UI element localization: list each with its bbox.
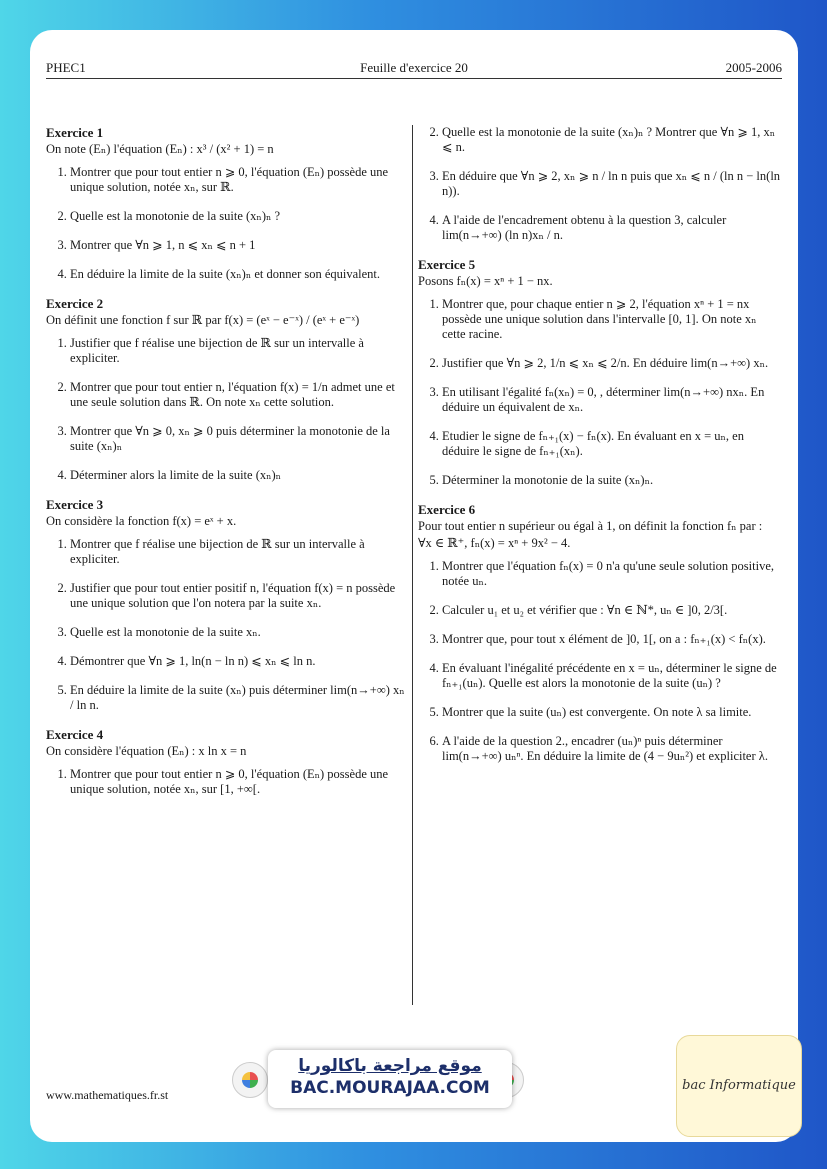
exercise-title: Exercice 6 xyxy=(418,502,476,517)
site-logo-icon xyxy=(232,1062,268,1098)
question: 4. En évaluant l'inégalité précédente en x = uₙ, déterminer le signe de fₙ₊₁(uₙ). Quelle est alors la monotonie de la suite (uₙ) ? xyxy=(442,661,782,691)
question: 4. A l'aide de l'encadrement obtenu à la question 3, calculer lim(n→+∞) (ln n)xₙ / n. xyxy=(442,213,782,243)
question: 3. En utilisant l'égalité fₙ(xₙ) = 0, , déterminer lim(n→+∞) nxₙ. En déduire un équivalent de xₙ. xyxy=(442,385,782,415)
column-divider xyxy=(412,125,413,1005)
exercise-2 xyxy=(46,296,410,483)
header-year: 2005-2006 xyxy=(725,60,782,75)
banner-site-link[interactable]: BAC.MOURAJAA.COM xyxy=(290,1078,490,1098)
question-list xyxy=(46,767,410,797)
exercise-title: Exercice 2 xyxy=(46,296,104,311)
question: 1. Montrer que pour tout entier n ⩾ 0, l'équation (Eₙ) possède une unique solution, notée xₙ, sur ℝ. xyxy=(70,165,410,195)
question: 4. Etudier le signe de fₙ₊₁(x) − fₙ(x). En évaluant en x = uₙ, en déduire le signe de fₙ₊₁(xₙ). xyxy=(442,429,782,459)
question-list xyxy=(418,559,782,764)
exercise-title: Exercice 3 xyxy=(46,497,104,512)
question: 2. Montrer que pour tout entier n, l'équation f(x) = 1/n admet une et une seule solution dans ℝ. On note xₙ cette solution. xyxy=(70,380,410,410)
question: 3. En déduire que ∀n ⩾ 2, xₙ ⩾ n / ln n puis que xₙ ⩽ n / (ln n − ln(ln n)). xyxy=(442,169,782,199)
site-banner[interactable] xyxy=(268,1050,512,1108)
exercise-6 xyxy=(418,502,782,764)
right-column xyxy=(418,125,782,778)
left-column xyxy=(46,125,410,811)
question: 1. Montrer que f réalise une bijection de ℝ sur un intervalle à expliciter. xyxy=(70,537,410,567)
exercise-1 xyxy=(46,125,410,282)
question: 3. Quelle est la monotonie de la suite xₙ. xyxy=(70,625,410,640)
exercise-intro: Posons fₙ(x) = xⁿ + 1 − nx. xyxy=(418,274,553,288)
exercise-intro: On définit une fonction f sur ℝ par f(x) = (eˣ − e⁻ˣ) / (eˣ + e⁻ˣ) xyxy=(46,313,360,327)
question: 2. Justifier que pour tout entier positif n, l'équation f(x) = n possède une unique solution que l'on notera par la suite xₙ. xyxy=(70,581,410,611)
question-list xyxy=(46,537,410,713)
exercise-intro: On considère la fonction f(x) = eˣ + x. xyxy=(46,514,237,528)
exercise-3 xyxy=(46,497,410,713)
question-list xyxy=(46,165,410,282)
question: 4. Déterminer alors la limite de la suite (xₙ)ₙ xyxy=(70,468,410,483)
question: 2. Quelle est la monotonie de la suite (xₙ)ₙ ? xyxy=(70,209,410,224)
question: 1. Justifier que f réalise une bijection de ℝ sur un intervalle à expliciter. xyxy=(70,336,410,366)
question: 4. Démontrer que ∀n ⩾ 1, ln(n − ln n) ⩽ xₙ ⩽ ln n. xyxy=(70,654,410,669)
page-header xyxy=(46,60,782,79)
exercise-intro: On note (Eₙ) l'équation (Eₙ) : x³ / (x² + 1) = n xyxy=(46,142,274,156)
question: 5. En déduire la limite de la suite (xₙ) puis déterminer lim(n→+∞) xₙ / ln n. xyxy=(70,683,410,713)
question-list-continued xyxy=(418,125,782,243)
bac-informatique-badge: bac Informatique xyxy=(676,1035,802,1137)
question: 3. Montrer que ∀n ⩾ 0, xₙ ⩾ 0 puis déterminer la monotonie de la suite (xₙ)ₙ xyxy=(70,424,410,454)
question: 5. Déterminer la monotonie de la suite (xₙ)ₙ. xyxy=(442,473,782,488)
question: 2. Calculer u₁ et u₂ et vérifier que : ∀n ∈ ℕ*, uₙ ∈ ]0, 2/3[. xyxy=(442,603,782,618)
header-class: PHEC1 xyxy=(46,60,86,75)
exercise-title: Exercice 5 xyxy=(418,257,476,272)
question: 1. Montrer que l'équation fₙ(x) = 0 n'a qu'une seule solution positive, notée uₙ. xyxy=(442,559,782,589)
header-title: Feuille d'exercice 20 xyxy=(360,60,468,75)
exercise-intro-formula: ∀x ∈ ℝ⁺, fₙ(x) = xⁿ + 9x² − 4. xyxy=(418,536,571,550)
question: 4. En déduire la limite de la suite (xₙ)ₙ et donner son équivalent. xyxy=(70,267,410,282)
question: 2. Quelle est la monotonie de la suite (xₙ)ₙ ? Montrer que ∀n ⩾ 1, xₙ ⩽ n. xyxy=(442,125,782,155)
question-list xyxy=(418,297,782,488)
question: 5. Montrer que la suite (uₙ) est convergente. On note λ sa limite. xyxy=(442,705,782,720)
question: 6. A l'aide de la question 2., encadrer (uₙ)ⁿ puis déterminer lim(n→+∞) uₙⁿ. En déduire la limite de (4 − 9uₙ²) et expliciter λ. xyxy=(442,734,782,764)
exercise-5 xyxy=(418,257,782,488)
banner-arabic-text: موقع مراجعة باكالوريا xyxy=(298,1056,482,1076)
exercise-intro: On considère l'équation (Eₙ) : x ln x = n xyxy=(46,744,247,758)
exercise-title: Exercice 1 xyxy=(46,125,104,140)
question: 1. Montrer que pour tout entier n ⩾ 0, l'équation (Eₙ) possède une unique solution, notée xₙ, sur [1, +∞[. xyxy=(70,767,410,797)
question: 3. Montrer que ∀n ⩾ 1, n ⩽ xₙ ⩽ n + 1 xyxy=(70,238,410,253)
question: 1. Montrer que, pour chaque entier n ⩾ 2, l'équation xⁿ + 1 = nx possède une unique solution dans l'intervalle [0, 1]. On note xₙ cette racine. xyxy=(442,297,782,342)
question: 3. Montrer que, pour tout x élément de ]0, 1[, on a : fₙ₊₁(x) < fₙ(x). xyxy=(442,632,782,647)
worksheet-page xyxy=(30,30,798,1142)
exercise-4 xyxy=(46,727,410,797)
exercise-title: Exercice 4 xyxy=(46,727,104,742)
question: 2. Justifier que ∀n ⩾ 2, 1/n ⩽ xₙ ⩽ 2/n. En déduire lim(n→+∞) xₙ. xyxy=(442,356,782,371)
exercise-intro: Pour tout entier n supérieur ou égal à 1, on définit la fonction fₙ par : xyxy=(418,519,763,533)
question-list xyxy=(46,336,410,483)
footer-url: www.mathematiques.fr.st xyxy=(46,1088,169,1102)
